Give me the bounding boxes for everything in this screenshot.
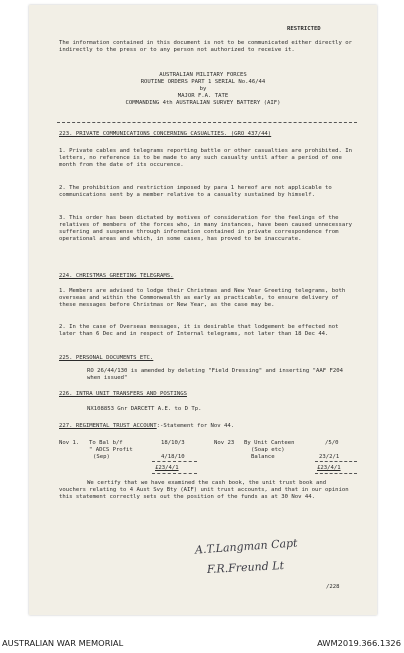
section-225-heading: 225. PERSONAL DOCUMENTS ETC. xyxy=(59,355,154,361)
classification-stamp: RESTRICTED xyxy=(287,26,321,32)
section-225-text: RO 26/44/130 is amended by deleting "Field Dressing" and inserting "AAF F204 when issued" xyxy=(87,368,343,381)
command-line: COMMANDING 4th AUSTRALIAN SURVEY BATTERY (AIF) xyxy=(125,100,281,106)
section-223-para-1: 1. Private cables and telegrams reporting battle or other casualties are prohibited. In letters, no reference is to be made to any such casualty until after a period of one month from the date of its occurence. xyxy=(59,148,352,168)
archive-footer xyxy=(0,636,404,653)
ledger-left-item-1: To Bal b/f xyxy=(89,440,123,446)
footer-archive-name: AUSTRALIAN WAR MEMORIAL xyxy=(2,638,124,648)
orders-line: ROUTINE ORDERS PART 1 SERIAL No.46/44 xyxy=(140,79,266,85)
ledger-right-total: £23/4/1 xyxy=(317,465,341,471)
signature-1: A.T.Langman Capt xyxy=(194,536,298,557)
section-223-para-2: 2. The prohibition and restriction imposed by para 1 hereof are not applicable to communications sent by a member relative to a casualty sustained by himself. xyxy=(59,185,332,198)
ledger-left-item-3: (Sep) xyxy=(93,454,110,460)
signature-2: F.R.Freund Lt xyxy=(206,558,285,577)
ledger-right-item-1: By Unit Canteen xyxy=(244,440,295,446)
ledger-right-amount-1: /5/0 xyxy=(325,440,339,446)
by-line: by xyxy=(199,86,207,92)
section-224-para-2: 2. In the case of Overseas messages, it is desirable that lodgement be effected not later than 6 Dec and in respect of Internal telegrams, not later than 18 Dec 44. xyxy=(59,324,339,337)
ledger-left-amount-3: 4/18/10 xyxy=(161,454,185,460)
ledger-left-amount-1: 18/10/3 xyxy=(161,440,185,446)
section-223-heading: 223. PRIVATE COMMUNICATIONS CONCERNING CASUALTIES. (GRO 437/44) xyxy=(59,131,272,137)
ledger-left-date-1: Nov 1. xyxy=(59,440,80,446)
org-line: AUSTRALIAN MILITARY FORCES xyxy=(159,72,247,78)
footer-accession-number: AWM2019.366.1326 xyxy=(317,638,401,648)
ledger-left-total: £23/4/1 xyxy=(155,465,179,471)
ledger-right-item-3: Balance xyxy=(251,454,275,460)
document-page xyxy=(29,5,377,615)
page-number: /228 xyxy=(326,584,340,590)
ledger-left-rule-bottom xyxy=(152,473,197,474)
security-notice: The information contained in this document is not to be communicated either directly or indirectly to the press or to any person not authorized to receive it. xyxy=(59,40,352,53)
ledger-right-date-1: Nov 23 xyxy=(214,440,235,446)
section-227-heading xyxy=(59,423,234,430)
ledger-right-rule-top xyxy=(315,461,357,462)
ledger-left-rule-top xyxy=(152,461,197,462)
section-226-heading: 226. INTRA UNIT TRANSFERS AND POSTINGS xyxy=(59,391,187,397)
section-223-para-3: 3. This order has been dictated by motives of consideration for the feelings of the relatives of members of the forces who, in many instances, have been caused unnecessary suffering and suspense through information contained in private correspondence from operational areas and which, in some cases, has proved to be inaccurate. xyxy=(59,215,352,242)
section-224-para-1: 1. Members are advised to lodge their Christmas and New Year Greeting telegrams, both overseas and within the Commonwealth as early as practicable, to ensure delivery of these messages before Christmas or New Year, as the case may be. xyxy=(59,288,346,308)
audit-certification: We certify that we have examined the cash book, the unit trust book and vouchers relating to 4 Aust Svy Bty (AIF) unit trust accounts, and that in our opinion this statement correctly sets out the position of the funds as at 30 Nov 44. xyxy=(59,480,349,500)
header-divider xyxy=(57,122,357,123)
ledger-left-item-2: " ADCS Profit xyxy=(89,447,133,453)
section-227-heading-title: 227. REGIMENTAL TRUST ACCOUNT xyxy=(59,423,157,429)
section-226-text: NX108853 Gnr DARCETT A.E. to D Tp. xyxy=(87,406,202,412)
officer-line: MAJOR F.A. TATE xyxy=(177,93,229,99)
ledger-right-amount-3: 23/2/1 xyxy=(319,454,340,460)
section-227-heading-rest: :-Statement for Nov 44. xyxy=(156,423,235,429)
ledger-right-rule-bottom xyxy=(315,473,357,474)
ledger-right-item-2: (Soap etc) xyxy=(251,447,285,453)
section-224-heading: 224. CHRISTMAS GREETING TELEGRAMS. xyxy=(59,273,174,279)
